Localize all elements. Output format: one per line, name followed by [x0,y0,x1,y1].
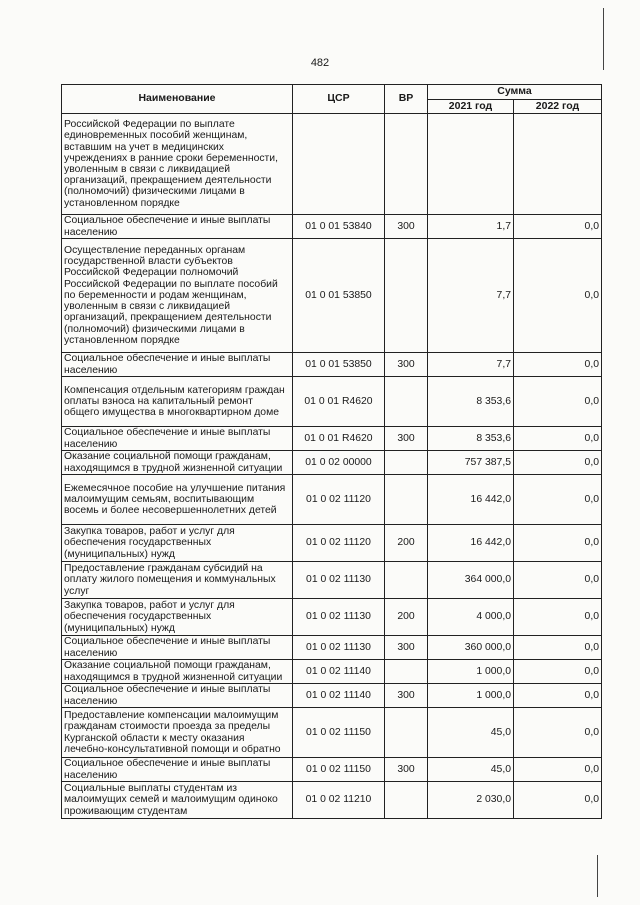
row-vr-cell [385,114,428,215]
row-2021-cell: 1,7 [428,215,514,239]
row-2022-cell [514,114,602,215]
header-year-2021: 2021 год [428,99,514,114]
row-2021-cell: 16 442,0 [428,475,514,525]
header-csr: ЦСР [293,85,385,114]
table-row [62,427,602,451]
row-csr-cell: 01 0 02 11140 [293,684,385,708]
row-2021-cell: 4 000,0 [428,599,514,636]
row-vr-cell: 300 [385,427,428,451]
row-csr-cell: 01 0 02 11210 [293,782,385,819]
page-number: 482 [310,57,330,69]
row-name-cell: Социальное обеспечение и иные выплаты населению [62,684,293,708]
row-2021-cell: 757 387,5 [428,451,514,475]
row-name-cell: Оказание социальной помощи гражданам, находящимся в трудной жизненной ситуации [62,451,293,475]
row-2022-cell: 0,0 [514,708,602,758]
scan-edge-mark-top [603,8,604,70]
row-name-cell: Компенсация отдельным категориям граждан оплаты взноса на капитальный ремонт общего имущества в многоквартирном доме [62,377,293,427]
row-csr-cell: 01 0 02 11140 [293,660,385,684]
table-row [62,562,602,599]
row-csr-cell: 01 0 02 11130 [293,562,385,599]
row-name-cell: Осуществление переданных органам государственной власти субъектов Российской Федерации полномочий Российской Федерации по выплате пособий по беременности и родам женщинам, уволенным в связи с ликвидацией организаций, прекращением деятельности (полномочий) физическими лицами в установленном порядке [62,239,293,353]
row-name-cell: Оказание социальной помощи гражданам, находящимся в трудной жизненной ситуации [62,660,293,684]
table-row [62,636,602,660]
row-name-cell: Предоставление компенсации малоимущим гражданам стоимости проезда за пределы Курганской области к месту оказания лечебно-консультативной помощи и обратно [62,708,293,758]
row-csr-cell: 01 0 01 53850 [293,239,385,353]
row-2021-cell: 8 353,6 [428,377,514,427]
header-name: Наименование [62,85,293,114]
table-row [62,782,602,819]
header-sum: Сумма [428,85,602,100]
row-2021-cell: 7,7 [428,239,514,353]
row-vr-cell [385,708,428,758]
row-vr-cell [385,475,428,525]
row-2022-cell: 0,0 [514,353,602,377]
header-year-2022: 2022 год [514,99,602,114]
row-csr-cell: 01 0 02 11120 [293,525,385,562]
row-vr-cell: 200 [385,599,428,636]
row-csr-cell: 01 0 02 11120 [293,475,385,525]
row-2021-cell: 16 442,0 [428,525,514,562]
row-vr-cell [385,239,428,353]
row-2021-cell: 7,7 [428,353,514,377]
row-2022-cell: 0,0 [514,636,602,660]
row-2021-cell: 2 030,0 [428,782,514,819]
row-2022-cell: 0,0 [514,239,602,353]
table-row [62,599,602,636]
row-2022-cell: 0,0 [514,525,602,562]
row-vr-cell: 300 [385,215,428,239]
row-csr-cell: 01 0 02 11130 [293,599,385,636]
table-row [62,377,602,427]
row-name-cell: Социальное обеспечение и иные выплаты населению [62,215,293,239]
row-name-cell: Российской Федерации по выплате единовременных пособий женщинам, вставшим на учет в медицинских учреждениях в ранние сроки беременности, уволенным в связи с ликвидацией организаций, прекращением деятельности (полномочий) физическими лицами в установленном порядке [62,114,293,215]
row-vr-cell [385,782,428,819]
row-name-cell: Социальное обеспечение и иные выплаты населению [62,758,293,782]
row-name-cell: Ежемесячное пособие на улучшение питания малоимущим семьям, воспитывающим восемь и более несовершеннолетних детей [62,475,293,525]
row-vr-cell: 300 [385,353,428,377]
row-name-cell: Предоставление гражданам субсидий на оплату жилого помещения и коммунальных услуг [62,562,293,599]
row-csr-cell: 01 0 02 11150 [293,758,385,782]
scan-edge-mark-bottom [597,855,598,897]
row-2021-cell: 364 000,0 [428,562,514,599]
table-row [62,660,602,684]
row-csr-cell: 01 0 01 53850 [293,353,385,377]
row-csr-cell: 01 0 01 R4620 [293,427,385,451]
row-vr-cell [385,377,428,427]
row-2022-cell: 0,0 [514,475,602,525]
table-row [62,525,602,562]
row-name-cell: Закупка товаров, работ и услуг для обеспечения государственных (муниципальных) нужд [62,599,293,636]
row-name-cell: Социальные выплаты студентам из малоимущих семей и малоимущим одиноко проживающим студентам [62,782,293,819]
row-2021-cell [428,114,514,215]
table-row [62,114,602,215]
row-2022-cell: 0,0 [514,599,602,636]
row-2021-cell: 1 000,0 [428,660,514,684]
row-name-cell: Закупка товаров, работ и услуг для обеспечения государственных (муниципальных) нужд [62,525,293,562]
row-csr-cell [293,114,385,215]
row-csr-cell: 01 0 02 11150 [293,708,385,758]
row-2022-cell: 0,0 [514,377,602,427]
row-vr-cell [385,660,428,684]
row-vr-cell [385,562,428,599]
row-2022-cell: 0,0 [514,758,602,782]
row-2022-cell: 0,0 [514,427,602,451]
table-row [62,353,602,377]
row-2021-cell: 360 000,0 [428,636,514,660]
header-vr: ВР [385,85,428,114]
row-2021-cell: 1 000,0 [428,684,514,708]
table-row [62,451,602,475]
row-name-cell: Социальное обеспечение и иные выплаты населению [62,427,293,451]
table-row [62,758,602,782]
row-2022-cell: 0,0 [514,660,602,684]
row-csr-cell: 01 0 02 00000 [293,451,385,475]
row-2021-cell: 8 353,6 [428,427,514,451]
row-csr-cell: 01 0 01 R4620 [293,377,385,427]
table-row [62,239,602,353]
budget-table [61,84,602,819]
table-row [62,215,602,239]
row-vr-cell: 300 [385,636,428,660]
row-2022-cell: 0,0 [514,684,602,708]
row-csr-cell: 01 0 01 53840 [293,215,385,239]
row-2022-cell: 0,0 [514,782,602,819]
row-name-cell: Социальное обеспечение и иные выплаты населению [62,636,293,660]
row-csr-cell: 01 0 02 11130 [293,636,385,660]
row-vr-cell: 300 [385,758,428,782]
row-vr-cell: 200 [385,525,428,562]
table-body [62,114,602,819]
row-2022-cell: 0,0 [514,215,602,239]
table-row [62,708,602,758]
row-vr-cell: 300 [385,684,428,708]
table-row [62,684,602,708]
row-vr-cell [385,451,428,475]
row-name-cell: Социальное обеспечение и иные выплаты населению [62,353,293,377]
table-row [62,475,602,525]
row-2021-cell: 45,0 [428,758,514,782]
row-2022-cell: 0,0 [514,562,602,599]
row-2022-cell: 0,0 [514,451,602,475]
row-2021-cell: 45,0 [428,708,514,758]
